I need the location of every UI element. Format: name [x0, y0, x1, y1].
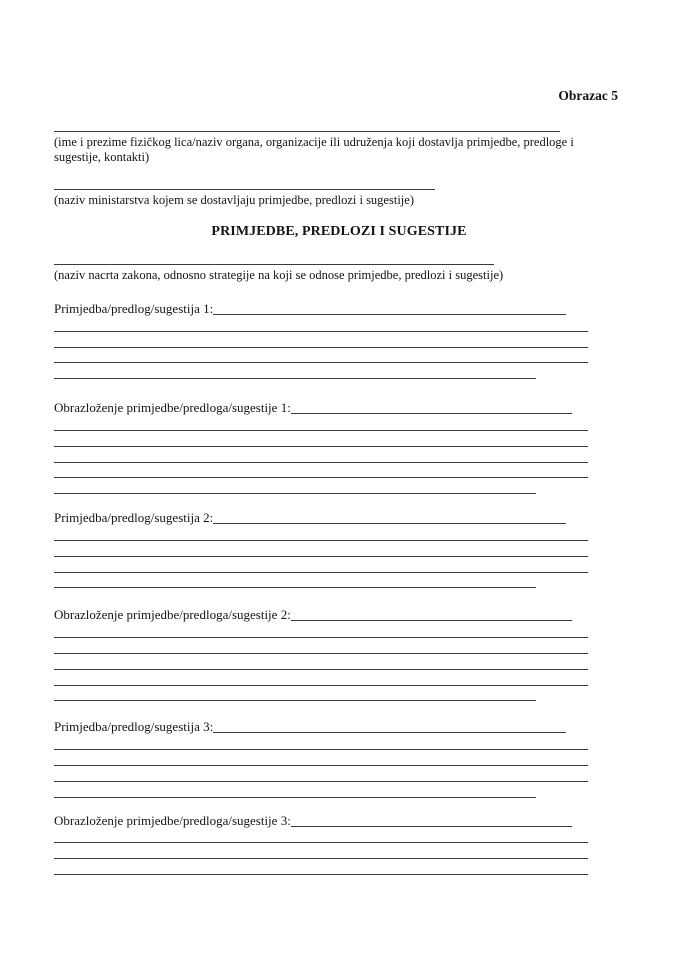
ruled-line — [54, 859, 588, 875]
section-label-row — [54, 301, 566, 316]
ruled-line — [54, 843, 588, 859]
form-section — [54, 719, 624, 797]
section-label-row — [54, 400, 572, 415]
form-content — [54, 0, 624, 875]
ruled-line — [54, 525, 588, 541]
label-fill-line — [291, 607, 572, 621]
section-label: Primjedba/predlog/sugestija 3: — [54, 719, 214, 735]
ruled-line — [54, 766, 588, 782]
form-section — [54, 301, 624, 379]
ruled-line — [54, 541, 588, 557]
ruled-line — [54, 622, 588, 638]
label-fill-line — [213, 301, 566, 315]
law-caption: (naziv nacrta zakona, odnosno strategije na koji se odnose primjedbe, predlozi i sugestije) — [54, 268, 504, 282]
ruled-line — [54, 638, 588, 654]
ruled-line — [54, 463, 588, 479]
label-fill-line — [213, 510, 566, 524]
ruled-line — [54, 316, 588, 332]
sender-fill-line — [54, 131, 560, 132]
ruled-line — [54, 332, 588, 348]
law-fill-line — [54, 264, 494, 265]
section-label: Obrazloženje primjedbe/predloga/sugestije 1: — [54, 400, 291, 416]
ruled-line — [54, 431, 588, 447]
ruled-line — [54, 734, 588, 750]
ruled-line — [54, 348, 588, 364]
ruled-line-short — [54, 478, 536, 494]
ministry-fill-line — [54, 189, 435, 190]
section-label-row — [54, 510, 566, 525]
sections-container — [54, 301, 624, 875]
ruled-line — [54, 447, 588, 463]
ruled-line — [54, 670, 588, 686]
ruled-line — [54, 415, 588, 431]
section-label-row — [54, 607, 572, 622]
label-fill-line — [291, 813, 572, 827]
ruled-line-short — [54, 782, 536, 798]
ruled-line-short — [54, 573, 536, 589]
form-section — [54, 400, 624, 494]
ruled-line — [54, 828, 588, 844]
label-fill-line — [213, 719, 566, 733]
form-section — [54, 813, 624, 875]
sender-caption: (ime i prezime fizičkog lica/naziv organa, organizacije ili udruženja koji dostavlja primjedbe, predloge i sugestije, kontakti) — [54, 135, 574, 164]
section-label: Primjedba/predlog/sugestija 2: — [54, 510, 214, 526]
section-label-row — [54, 719, 566, 734]
ruled-line — [54, 654, 588, 670]
label-fill-line — [291, 400, 572, 414]
form-section — [54, 510, 624, 588]
section-label: Primjedba/predlog/sugestija 1: — [54, 301, 214, 316]
page-title: PRIMJEDBE, PREDLOZI I SUGESTIJE — [211, 224, 467, 239]
ruled-line — [54, 557, 588, 573]
section-label-row — [54, 813, 572, 828]
ruled-line-short — [54, 363, 536, 379]
section-label: Obrazloženje primjedbe/predloga/sugestije 2: — [54, 607, 291, 623]
ministry-caption: (naziv ministarstva kojem se dostavljaju primjedbe, predlozi i sugestije) — [54, 193, 414, 207]
section-label: Obrazloženje primjedbe/predloga/sugestije 3: — [54, 812, 291, 828]
ruled-line — [54, 750, 588, 766]
ruled-line-short — [54, 686, 536, 702]
form-section — [54, 607, 624, 701]
form-code-label: Obrazac 5 — [558, 88, 618, 103]
